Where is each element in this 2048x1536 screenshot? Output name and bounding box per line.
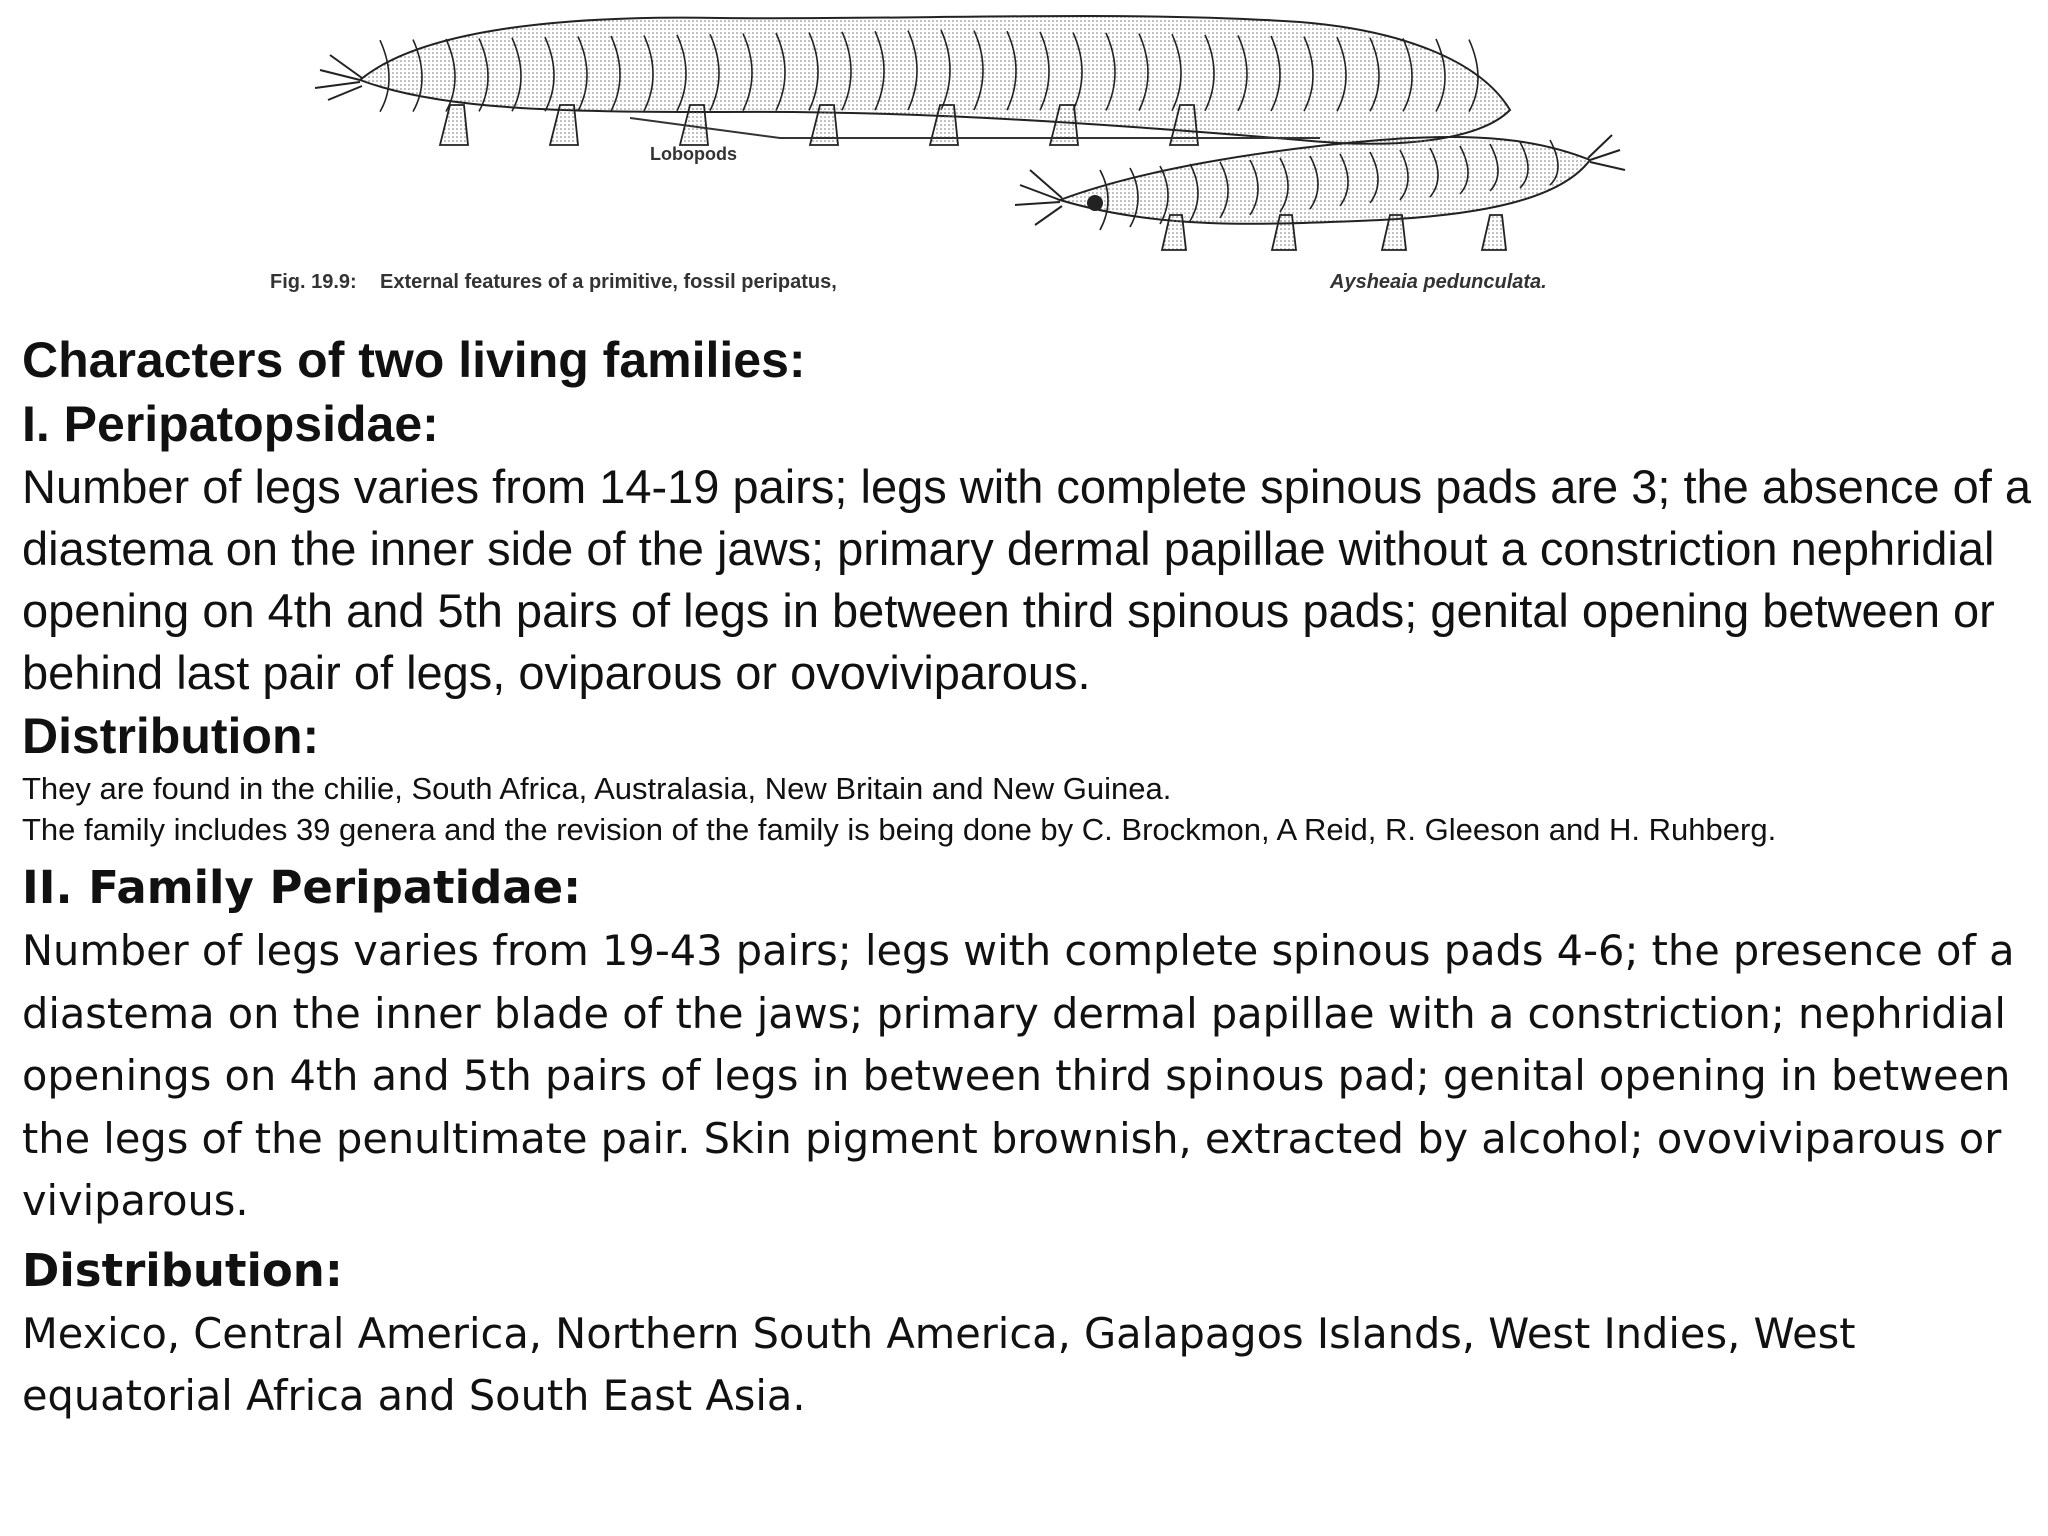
family2-title: II. Family Peripatidae: [22, 861, 582, 914]
family2-distribution-body: Mexico, Central America, Northern South America, Galapagos Islands, West Indies, West equatorial Africa and South East Asia. [22, 1308, 1856, 1420]
slide-text [22, 328, 2032, 1428]
page-heading: Characters of two living families: [22, 332, 806, 388]
family2-body: Number of legs varies from 19-43 pairs; legs with complete spinous pads 4-6; the presence of a diastema on the inner blade of the jaws; primary dermal papillae with a constriction; nephridial openings on 4th and 5th pairs of legs in between third spinous pad; genital opening in between the legs of the penultimate pair. Skin pigment brownish, extracted by alcohol; ovoviviparous or viviparous. [22, 926, 2015, 1225]
figure-caption-species: Aysheaia pedunculata. [1330, 271, 1547, 293]
figure-caption-text: External features of a primitive, fossil peripatus, [380, 271, 837, 293]
family1-distribution-line2: The family includes 39 genera and the revision of the family is being done by C. Brockmon, A Reid, R. Gleeson and H. Ruhberg. [22, 812, 1777, 847]
figure-caption-prefix: Fig. 19.9: [270, 271, 357, 293]
family1-title: I. Peripatopsidae: [22, 396, 439, 452]
peripatus-figure [270, 0, 1800, 300]
family1-distribution-title: Distribution: [22, 708, 320, 764]
family2-distribution-title: Distribution: [22, 1243, 343, 1297]
peripatus-illustration [270, 0, 1800, 300]
family1-distribution-line1: They are found in the chilie, South Africa, Australasia, New Britain and New Guinea. [22, 771, 1172, 806]
family1-body: Number of legs varies from 14-19 pairs; legs with complete spinous pads are 3; the absence of a diastema on the inner side of the jaws; primary dermal papillae without a constriction nephridial opening on 4th and 5th pairs of legs in between third spinous pads; genital opening between or behind last pair of legs, oviparous or ovoviviparous. [22, 460, 2031, 699]
svg-text:Fig. 19.9: External feat [270, 271, 1547, 293]
lobopods-label: Lobopods [650, 144, 737, 164]
